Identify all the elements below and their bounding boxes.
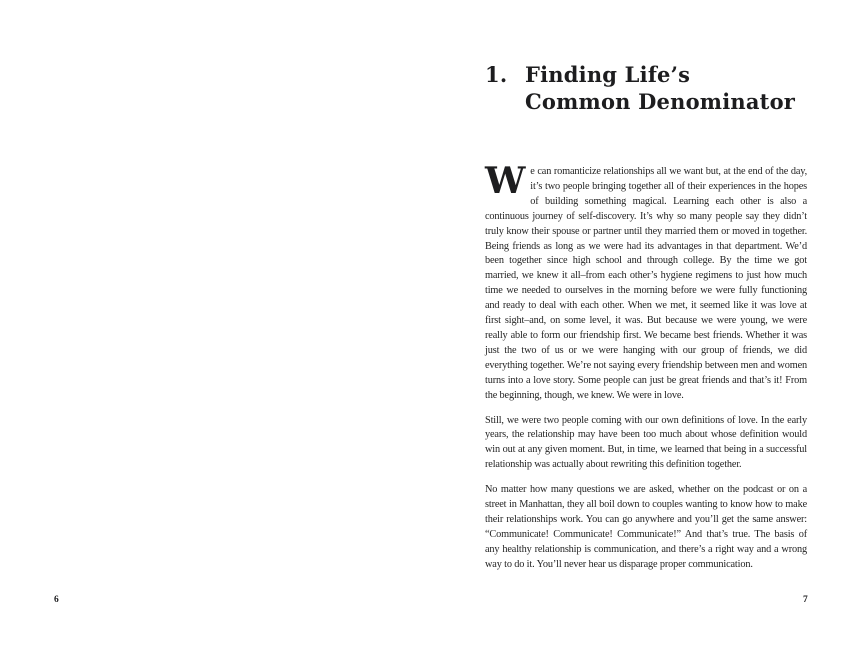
chapter-title xyxy=(525,61,795,115)
body-text xyxy=(485,160,807,583)
chapter-heading xyxy=(485,61,795,115)
drop-cap: W xyxy=(485,160,526,202)
page-number-right: 7 xyxy=(803,595,808,605)
chapter-title-line-2: Common Denominator xyxy=(525,89,796,114)
chapter-number: 1. xyxy=(485,62,508,87)
body-paragraph xyxy=(485,160,807,404)
page-number-left: 6 xyxy=(54,595,59,605)
body-paragraph: Still, we were two people coming with our own definitions of love. In the early years, the relationship may have been too much about whose definition would win out at any given moment. But, in time, we learned that being in a successful relationship was actually about rewriting this definition together. xyxy=(485,414,807,471)
chapter-title-line-1: Finding Life’s xyxy=(525,62,691,87)
right-page xyxy=(432,0,864,648)
body-paragraph: No matter how many questions we are asked, whether on the podcast or on a street in Manhattan, they all boil down to couples wanting to know how to make their relationships work. You can go anywhere and you’ll get the same answer: “Communicate! Communicate! Communicate!” And that’s true. The basis of any healthy relationship is communication, and there’s a right way and a wrong way to do it. You’ll never hear us disparage proper communication. xyxy=(485,484,807,570)
paragraph-1-text: e can romanticize relationships all we want but, at the end of the day, it’s two people bringing together all of their experiences in the hopes of building something magical. Learning each other is also a continuous journey of self-discovery. It’s why so many people say they didn’t truly know their spouse or partner until they married them or moved in together. Being friends as long as we were had its advantages in that department. We’d been together since high school and through college. By the time we got married, we knew it all–from each other’s hygiene regimens to just how much time we needed to ourselves in the morning before we were fully functioning and ready to deal with each other. When we met, it seemed like it was love at first sight–and, on some level, it was. But because we were young, we were really able to form our friendship first. We became best friends. Whether it was just the two of us or we were hanging with our group of friends, we did everything together. We’re not saying every friendship between men and women turns into a love story. Some people can just be great friends and that’s it! From the beginning, though, we knew. We were in love. xyxy=(485,166,807,401)
